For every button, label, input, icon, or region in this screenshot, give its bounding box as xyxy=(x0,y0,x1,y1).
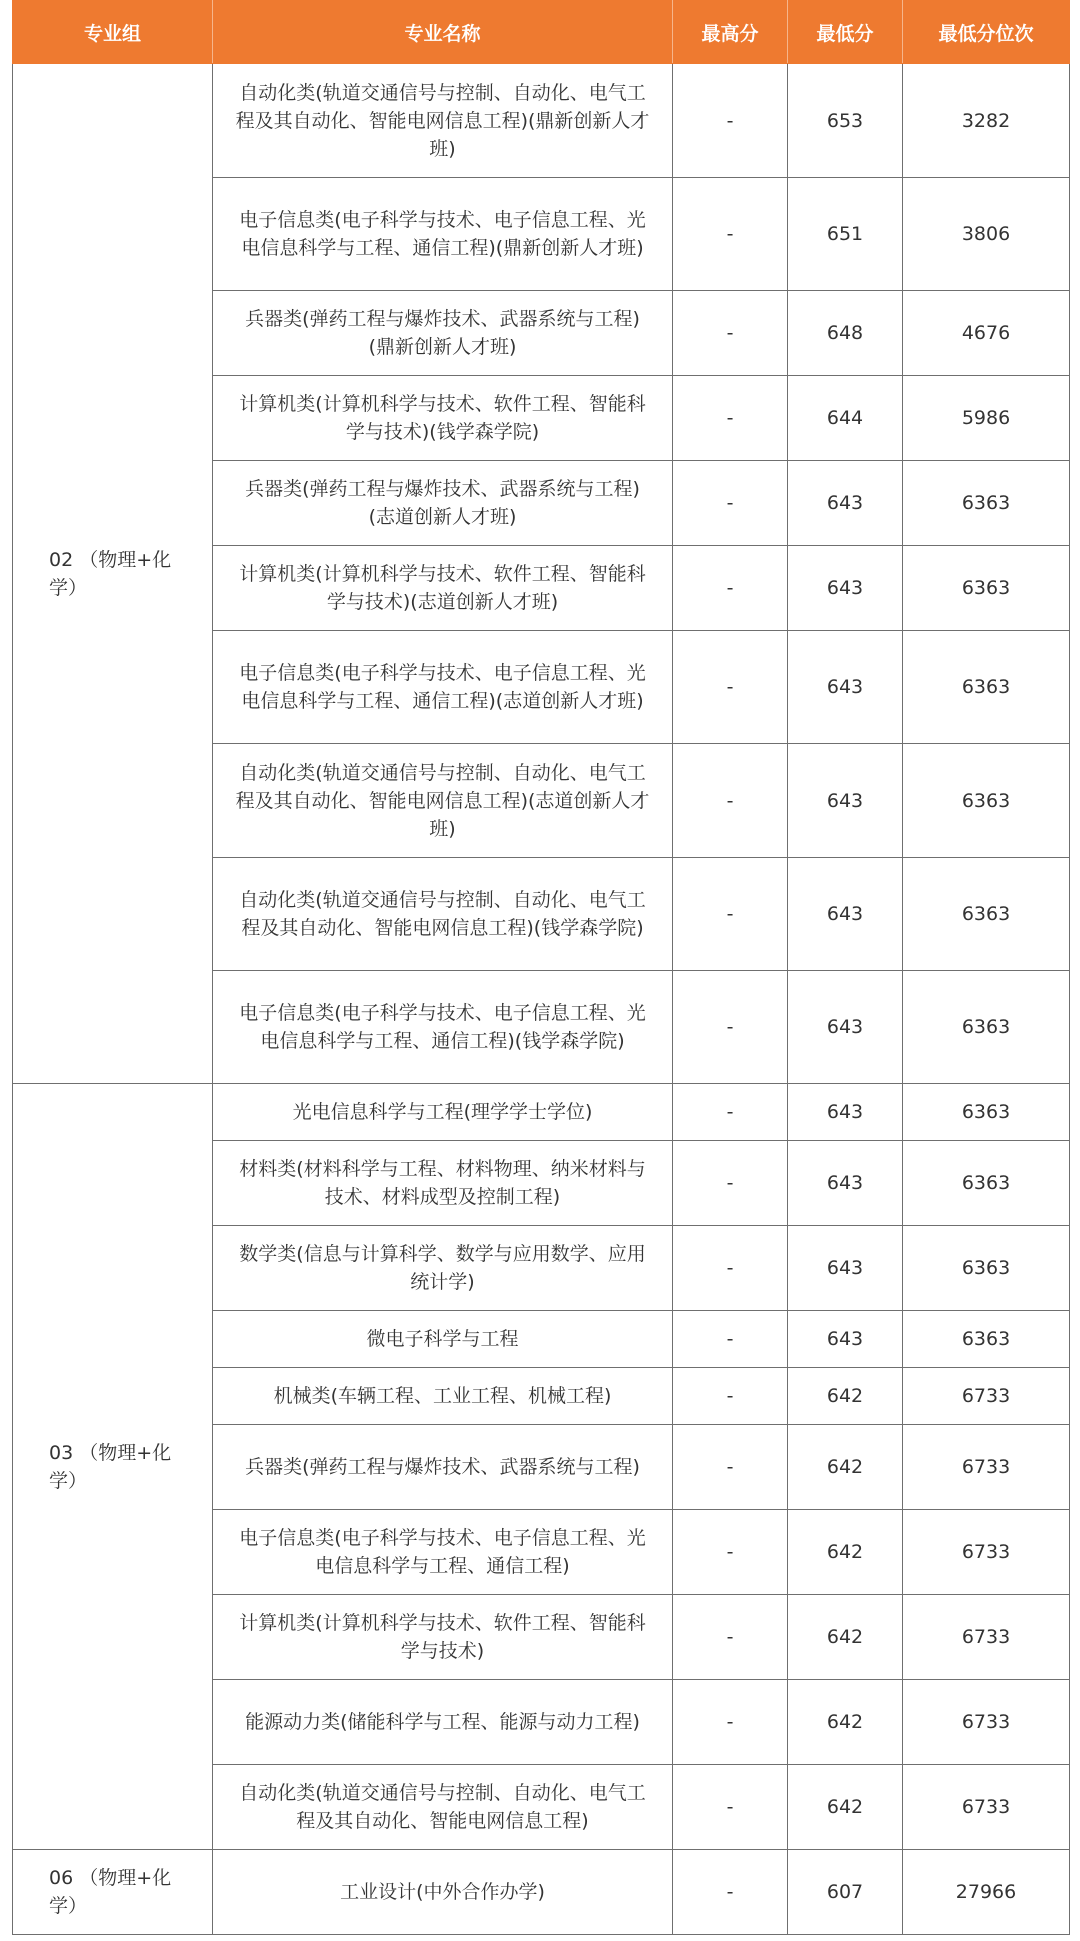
min-score-cell: 651 xyxy=(788,178,903,291)
min-rank-cell: 6363 xyxy=(903,971,1070,1084)
min-score-cell: 653 xyxy=(788,64,903,178)
max-score-cell: - xyxy=(673,64,788,178)
group-cell: 03 （物理+化学） xyxy=(13,1084,213,1850)
max-score-cell: - xyxy=(673,1850,788,1935)
min-score-cell: 642 xyxy=(788,1510,903,1595)
major-name-cell: 电子信息类(电子科学与技术、电子信息工程、光电信息科学与工程、通信工程)(鼎新创新人才班) xyxy=(213,178,673,291)
major-name-cell: 计算机类(计算机科学与技术、软件工程、智能科学与技术)(钱学森学院) xyxy=(213,376,673,461)
table-row xyxy=(13,1850,1070,1935)
group-cell: 02 （物理+化学） xyxy=(13,64,213,1084)
table-body xyxy=(13,64,1070,1935)
min-score-cell: 643 xyxy=(788,858,903,971)
major-name-cell: 自动化类(轨道交通信号与控制、自动化、电气工程及其自动化、智能电网信息工程)(志道创新人才班) xyxy=(213,744,673,858)
min-rank-cell: 5986 xyxy=(903,376,1070,461)
min-score-cell: 644 xyxy=(788,376,903,461)
min-score-cell: 642 xyxy=(788,1425,903,1510)
max-score-cell: - xyxy=(673,1141,788,1226)
major-name-cell: 兵器类(弹药工程与爆炸技术、武器系统与工程)(志道创新人才班) xyxy=(213,461,673,546)
max-score-cell: - xyxy=(673,1765,788,1850)
min-score-cell: 643 xyxy=(788,744,903,858)
min-score-cell: 643 xyxy=(788,1226,903,1311)
max-score-cell: - xyxy=(673,546,788,631)
major-name-cell: 电子信息类(电子科学与技术、电子信息工程、光电信息科学与工程、通信工程)(钱学森学院) xyxy=(213,971,673,1084)
min-rank-cell: 6363 xyxy=(903,1141,1070,1226)
min-score-cell: 643 xyxy=(788,546,903,631)
major-name-cell: 能源动力类(储能科学与工程、能源与动力工程) xyxy=(213,1680,673,1765)
min-rank-cell: 3806 xyxy=(903,178,1070,291)
min-score-cell: 642 xyxy=(788,1595,903,1680)
min-rank-cell: 27966 xyxy=(903,1850,1070,1935)
min-score-cell: 642 xyxy=(788,1680,903,1765)
min-score-cell: 607 xyxy=(788,1850,903,1935)
min-rank-cell: 6733 xyxy=(903,1680,1070,1765)
major-name-cell: 数学类(信息与计算科学、数学与应用数学、应用统计学) xyxy=(213,1226,673,1311)
max-score-cell: - xyxy=(673,1510,788,1595)
min-rank-cell: 6733 xyxy=(903,1368,1070,1425)
max-score-cell: - xyxy=(673,1311,788,1368)
max-score-cell: - xyxy=(673,1595,788,1680)
max-score-cell: - xyxy=(673,291,788,376)
max-score-cell: - xyxy=(673,1226,788,1311)
major-name-cell: 计算机类(计算机科学与技术、软件工程、智能科学与技术) xyxy=(213,1595,673,1680)
max-score-cell: - xyxy=(673,1680,788,1765)
header-row xyxy=(13,1,1070,64)
major-name-cell: 自动化类(轨道交通信号与控制、自动化、电气工程及其自动化、智能电网信息工程) xyxy=(213,1765,673,1850)
min-rank-cell: 6733 xyxy=(903,1510,1070,1595)
major-name-cell: 微电子科学与工程 xyxy=(213,1311,673,1368)
max-score-cell: - xyxy=(673,858,788,971)
min-rank-cell: 6363 xyxy=(903,744,1070,858)
table-row xyxy=(13,1084,1070,1141)
min-rank-cell: 6363 xyxy=(903,631,1070,744)
min-score-cell: 643 xyxy=(788,631,903,744)
min-rank-cell: 4676 xyxy=(903,291,1070,376)
group-cell: 06 （物理+化学） xyxy=(13,1850,213,1935)
major-name-cell: 自动化类(轨道交通信号与控制、自动化、电气工程及其自动化、智能电网信息工程)(钱学森学院) xyxy=(213,858,673,971)
major-name-cell: 兵器类(弹药工程与爆炸技术、武器系统与工程) xyxy=(213,1425,673,1510)
major-name-cell: 材料类(材料科学与工程、材料物理、纳米材料与技术、材料成型及控制工程) xyxy=(213,1141,673,1226)
min-rank-cell: 6733 xyxy=(903,1595,1070,1680)
min-rank-cell: 6363 xyxy=(903,1226,1070,1311)
max-score-cell: - xyxy=(673,376,788,461)
min-score-cell: 643 xyxy=(788,1084,903,1141)
header-major-name: 专业名称 xyxy=(213,1,673,64)
max-score-cell: - xyxy=(673,178,788,291)
max-score-cell: - xyxy=(673,744,788,858)
min-score-cell: 643 xyxy=(788,971,903,1084)
max-score-cell: - xyxy=(673,1368,788,1425)
max-score-cell: - xyxy=(673,461,788,546)
major-name-cell: 自动化类(轨道交通信号与控制、自动化、电气工程及其自动化、智能电网信息工程)(鼎新创新人才班) xyxy=(213,64,673,178)
max-score-cell: - xyxy=(673,971,788,1084)
header-max-score: 最高分 xyxy=(673,1,788,64)
min-rank-cell: 6363 xyxy=(903,461,1070,546)
major-name-cell: 机械类(车辆工程、工业工程、机械工程) xyxy=(213,1368,673,1425)
header-group: 专业组 xyxy=(13,1,213,64)
min-rank-cell: 6363 xyxy=(903,1311,1070,1368)
min-rank-cell: 6363 xyxy=(903,546,1070,631)
min-score-cell: 643 xyxy=(788,1311,903,1368)
table-header xyxy=(13,1,1070,64)
min-score-cell: 642 xyxy=(788,1765,903,1850)
major-name-cell: 工业设计(中外合作办学) xyxy=(213,1850,673,1935)
major-name-cell: 光电信息科学与工程(理学学士学位) xyxy=(213,1084,673,1141)
major-name-cell: 计算机类(计算机科学与技术、软件工程、智能科学与技术)(志道创新人才班) xyxy=(213,546,673,631)
header-min-rank: 最低分位次 xyxy=(903,1,1070,64)
min-score-cell: 643 xyxy=(788,461,903,546)
major-name-cell: 兵器类(弹药工程与爆炸技术、武器系统与工程)(鼎新创新人才班) xyxy=(213,291,673,376)
max-score-cell: - xyxy=(673,631,788,744)
min-rank-cell: 3282 xyxy=(903,64,1070,178)
min-rank-cell: 6733 xyxy=(903,1425,1070,1510)
min-rank-cell: 6733 xyxy=(903,1765,1070,1850)
major-name-cell: 电子信息类(电子科学与技术、电子信息工程、光电信息科学与工程、通信工程) xyxy=(213,1510,673,1595)
max-score-cell: - xyxy=(673,1084,788,1141)
min-score-cell: 643 xyxy=(788,1141,903,1226)
min-score-cell: 642 xyxy=(788,1368,903,1425)
min-rank-cell: 6363 xyxy=(903,1084,1070,1141)
max-score-cell: - xyxy=(673,1425,788,1510)
admission-score-table xyxy=(12,0,1070,1935)
table-row xyxy=(13,64,1070,178)
major-name-cell: 电子信息类(电子科学与技术、电子信息工程、光电信息科学与工程、通信工程)(志道创新人才班) xyxy=(213,631,673,744)
min-rank-cell: 6363 xyxy=(903,858,1070,971)
header-min-score: 最低分 xyxy=(788,1,903,64)
min-score-cell: 648 xyxy=(788,291,903,376)
